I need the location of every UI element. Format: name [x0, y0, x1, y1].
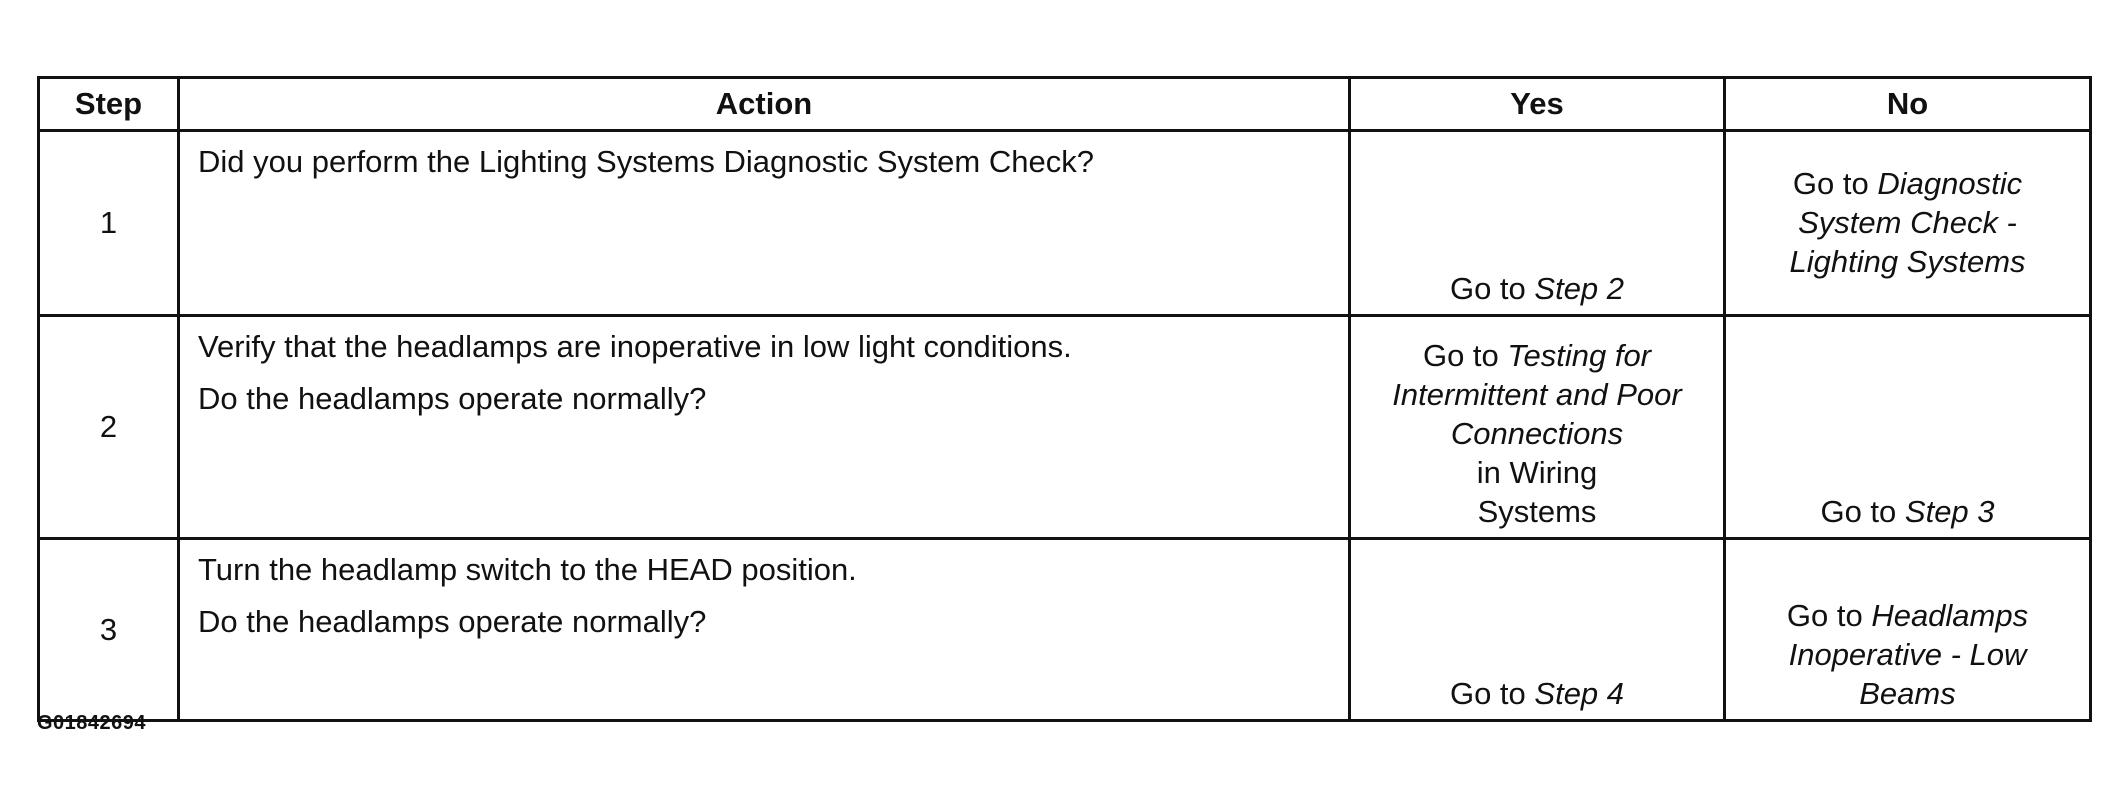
yes-prefix: Go to — [1449, 676, 1535, 711]
no-cell — [1725, 539, 2091, 721]
header-no: No — [1725, 78, 2091, 131]
no-prefix: Go to — [1786, 598, 1872, 633]
action-question: Do the headlamps operate normally? — [198, 381, 707, 416]
yes-prefix: Go to — [1449, 271, 1535, 306]
action-text: Did you perform the Lighting Systems Diagnostic System Check? — [198, 144, 1094, 179]
no-prefix: Go to — [1792, 165, 1878, 201]
header-step: Step — [39, 78, 179, 131]
step-number: 1 — [39, 131, 179, 316]
yes-link-line[interactable]: Connections — [1450, 416, 1624, 451]
yes-cell — [1350, 316, 1725, 539]
header-row — [39, 78, 2091, 131]
no-link-line[interactable]: Lighting Systems — [1789, 243, 2026, 279]
no-link-line[interactable]: Diagnostic — [1877, 165, 2023, 201]
yes-link-line[interactable]: Testing for — [1507, 338, 1652, 373]
no-prefix: Go to — [1820, 494, 1905, 529]
header-action: Action — [179, 78, 1350, 131]
table-row — [39, 131, 2091, 316]
action-text: Verify that the headlamps are inoperative in low light conditions. — [198, 329, 1072, 364]
yes-suffix-line: Systems — [1477, 494, 1597, 529]
step-number: 2 — [39, 316, 179, 539]
yes-link[interactable]: Step 2 — [1534, 271, 1625, 306]
table-row — [39, 539, 2091, 721]
action-cell — [179, 316, 1350, 539]
action-cell — [179, 539, 1350, 721]
diagnostic-table — [37, 76, 2092, 722]
yes-prefix: Go to — [1422, 338, 1508, 373]
no-link-line[interactable]: Headlamps — [1871, 598, 2029, 633]
no-link-line[interactable]: Beams — [1859, 676, 1956, 711]
yes-suffix-line: in Wiring — [1476, 455, 1598, 490]
table-row — [39, 316, 2091, 539]
yes-cell — [1350, 131, 1725, 316]
no-cell — [1725, 131, 2091, 316]
yes-link[interactable]: Step 4 — [1534, 676, 1625, 711]
action-cell — [179, 131, 1350, 316]
yes-link-line[interactable]: Intermittent and Poor — [1392, 377, 1682, 412]
no-link-line[interactable]: Inoperative - Low — [1788, 637, 2027, 672]
no-link[interactable]: Step 3 — [1904, 494, 1995, 529]
yes-cell — [1350, 539, 1725, 721]
action-question: Do the headlamps operate normally? — [198, 604, 707, 639]
action-text: Turn the headlamp switch to the HEAD position. — [198, 552, 857, 587]
step-number: 3 — [39, 539, 179, 721]
figure-id: G01842694 — [37, 712, 147, 734]
no-link-line[interactable]: System Check - — [1798, 204, 2017, 240]
no-cell — [1725, 316, 2091, 539]
header-yes: Yes — [1350, 78, 1725, 131]
